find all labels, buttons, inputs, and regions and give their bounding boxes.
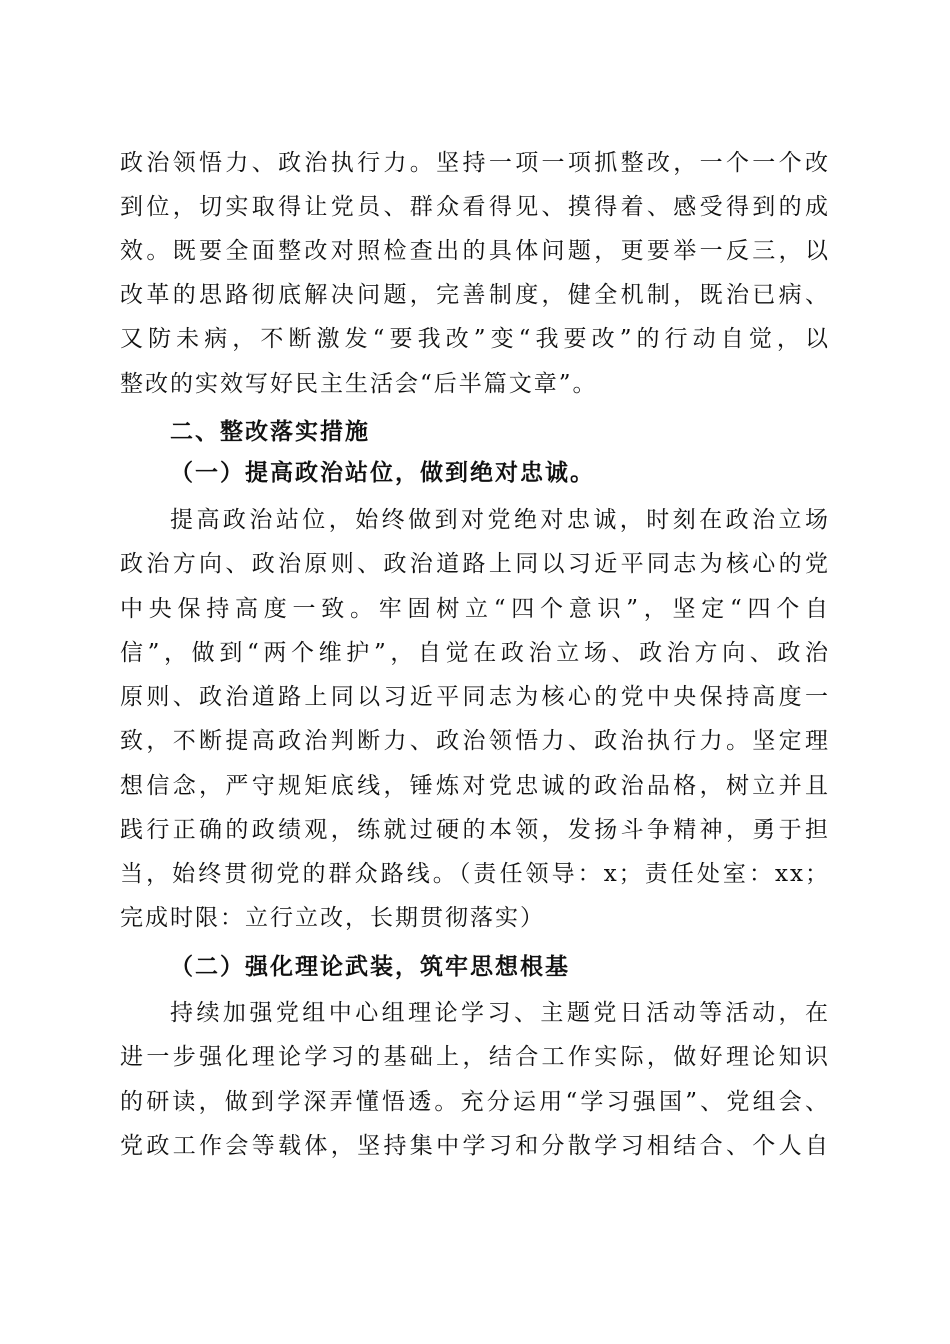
section-heading: 二、整改落实措施 xyxy=(170,419,370,445)
paragraph-line: 政治领悟力、政治执行力。坚持一项一项抓整改，一个一个改 xyxy=(120,150,830,176)
paragraph-line: 整改的实效写好民主生活会“后半篇文章”。 xyxy=(120,371,598,397)
item-heading: （二）强化理论武装，筑牢思想根基 xyxy=(170,953,570,980)
paragraph-line: 中央保持高度一致。牢固树立“四个意识”，坚定“四个自 xyxy=(120,596,830,622)
paragraph-line: 又防未病，不断激发“要我改”变“我要改”的行动自觉，以 xyxy=(120,326,830,352)
paragraph-line: 当，始终贯彻党的群众路线。（责任领导：x；责任处室：xx； xyxy=(120,861,830,887)
paragraph-line: 想信念，严守规矩底线，锤炼对党忠诚的政治品格，树立并且 xyxy=(120,773,830,799)
paragraph-line: 持续加强党组中心组理论学习、主题党日活动等活动，在 xyxy=(170,1000,830,1026)
paragraph-line: 进一步强化理论学习的基础上，结合工作实际，做好理论知识 xyxy=(120,1044,830,1070)
paragraph-line: 践行正确的政绩观，练就过硬的本领，发扬斗争精神，勇于担 xyxy=(120,817,830,843)
paragraph-line: 完成时限：立行立改，长期贯彻落实） xyxy=(120,905,545,931)
paragraph-line: 党政工作会等载体，坚持集中学习和分散学习相结合、个人自 xyxy=(120,1133,830,1159)
paragraph-line: 致，不断提高政治判断力、政治领悟力、政治执行力。坚定理 xyxy=(120,728,830,754)
item-heading: （一）提高政治站位，做到绝对忠诚。 xyxy=(170,459,595,486)
paragraph-line: 提高政治站位，始终做到对党绝对忠诚，时刻在政治立场 xyxy=(170,507,830,533)
paragraph-line: 改革的思路彻底解决问题，完善制度，健全机制，既治已病、 xyxy=(120,282,830,308)
paragraph-line: 效。既要全面整改对照检查出的具体问题，更要举一反三，以 xyxy=(120,238,830,264)
paragraph-line: 到位，切实取得让党员、群众看得见、摸得着、感受得到的成 xyxy=(120,194,830,220)
paragraph-line: 的研读，做到学深弄懂悟透。充分运用“学习强国”、党组会、 xyxy=(120,1089,830,1115)
paragraph-line: 信”，做到“两个维护”，自觉在政治立场、政治方向、政治 xyxy=(120,640,830,666)
paragraph-line: 原则、政治道路上同以习近平同志为核心的党中央保持高度一 xyxy=(120,684,830,710)
paragraph-line: 政治方向、政治原则、政治道路上同以习近平同志为核心的党 xyxy=(120,551,830,577)
